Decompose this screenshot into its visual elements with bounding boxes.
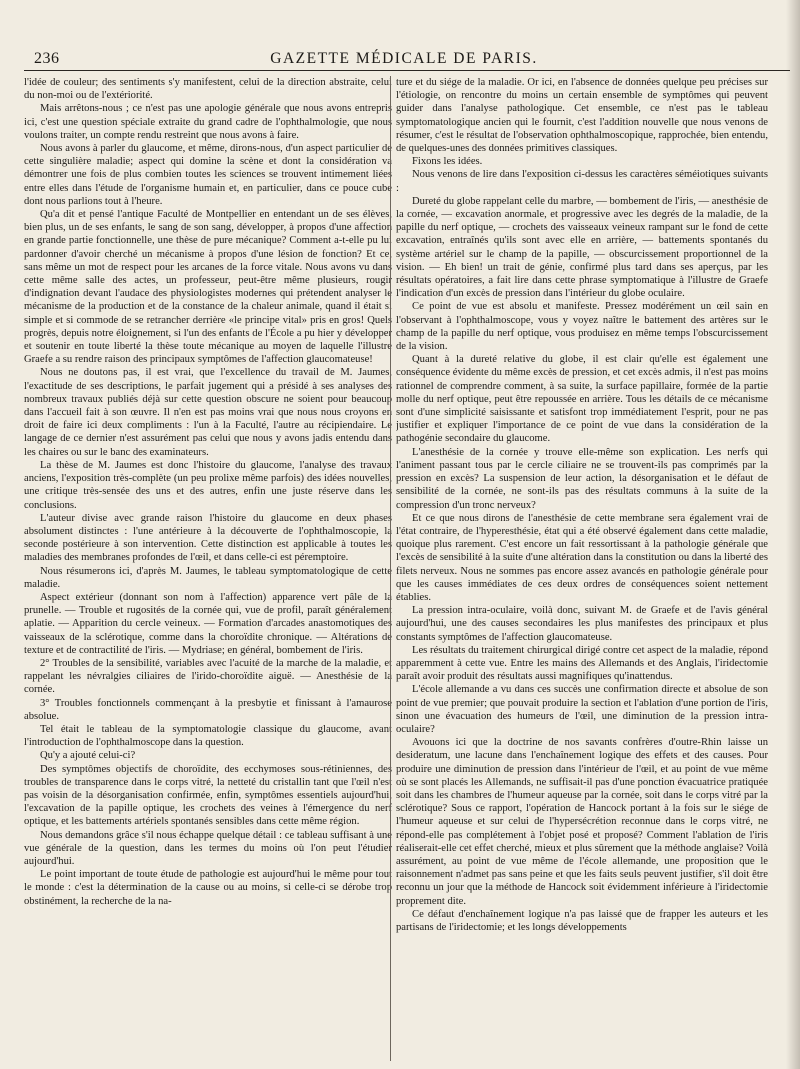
paragraph: ture et du siége de la maladie. Or ici, en l'absence de données quelque peu précises sur l'étiologie, on rencontre du moins un certain ensemble de symptômes qui peuvent guider dans l'analyse pathologique. Cet ensemble, ce n'est pas le tableau symptomatologique ancien qui le fournit, c'est l'addition nouvelle que nous venons de résumer, c'est le résultat de l'observation ophthalmoscopique, rapprochée, bien entendu, de quelques-unes des données primitives classiques. <box>396 77 768 155</box>
running-title: GAZETTE MÉDICALE DE PARIS. <box>270 50 538 67</box>
paragraph: Nous venons de lire dans l'exposition ci-dessus les caractères séméiotiques suivants : <box>396 169 768 194</box>
page-edge-shadow <box>786 0 800 1069</box>
paragraph: Qu'a dit et pensé l'antique Faculté de Montpellier en entendant un de ses élèves, bien plus, un de ses enfants, le sang de son sang, développer, à propos d'une affection en grande partie fonctionnelle, une thèse de pure mécanique? Comment a-t-elle pu lui pardonner d'avoir cherché un mécanisme à propos d'une lésion de fonction? Et ce, sans même un mot de respect pour les arcanes de la force vitale. Nous avons vu dans cette même salle des actes, un professeur, peut-être même plusieurs, rougir d'indignation devant l'audace des physiologistes modernes qui prétendent analyser le mécanisme de la production et de la constance de la chaleur animale, quand il était si simple et si commode de se retrancher derrière «le principe vital» pris en gros! Quels progrès, depuis notre éloignement, si l'un des enfants de l'École a pu hier y développer et soutenir en toute liberté la thèse toute mécanique au moyen de laquelle l'illustre Graefe a su rendre raison des principaux symptômes de l'affection glaucomateuse! <box>24 209 392 366</box>
paragraph: La pression intra-oculaire, voilà donc, suivant M. de Graefe et de l'avis général aujourd'hui, une des causes secondaires les plus manifestes des principaux et plus constants symptômes de l'affection glaucomateuse. <box>396 605 768 643</box>
right-column <box>396 76 768 1061</box>
paragraph: Ce point de vue est absolu et manifeste. Pressez modérément un œil sain en l'observant à l'ophthalmoscope, vous y voyez naître le battement des artères sur le champ de la papille du nerf optique, vous produisez en même temps l'obscurcissement de la vision. <box>396 301 768 353</box>
paragraph: Quant à la dureté relative du globe, il est clair qu'elle est également une conséquence évidente du même excès de pression, et cet excès admis, il n'est pas moins rationnel de comprendre comment, à sa suite, la surface papillaire, formée de la partie molle du nerf optique, peut être repoussée en arrière. Tous les détails de ce mécanisme sont d'une simplicité saisissante et satisfont trop immédiatement l'esprit, pour ne pas justifier et expliquer l'importance de ce point de vue dans la considération de la pathogénie secondaire du glaucome. <box>396 354 768 445</box>
paragraph: Des symptômes objectifs de choroïdite, des ecchymoses sous-rétiniennes, des troubles de transparence dans le corps vitré, la netteté du cristallin tant que l'œil n'est pas voisin de la désorganisation confirmée, enfin, symptômes essentiels aujourd'hui, l'excavation de la papille optique, les crochets des veines à l'émergence du nerf optique, et les battements artériels spontanés sensibles dans cette même région. <box>24 763 392 828</box>
paragraph: Les résultats du traitement chirurgical dirigé contre cet aspect de la maladie, répond apparemment à cette vue. Entre les mains des Allemands et des Anglais, l'iridectomie paraît avoir produit des résultats aussi magnifiques qu'inattendus. <box>396 644 768 683</box>
paragraph: L'auteur divise avec grande raison l'histoire du glaucome en deux phases absolument distinctes : l'une antérieure à la découverte de l'ophthalmoscopie, la seconde postérieure à son intervention. Cette distinction est applicable à toutes les maladies des membranes profondes de l'œil, et dans celle-ci est péremptoire. <box>24 512 392 564</box>
paragraph: Nous ne doutons pas, il est vrai, que l'excellence du travail de M. Jaumes, l'exactitude de ses descriptions, le parfait jugement qui a présidé à ses analyses des nombreux travaux publiés déjà sur cette question obscure ne soient pour beaucoup dans l'accueil fait à son œuvre. Il n'en est pas moins vrai que nous nous croyons en droit de faire ici deux compliments : l'un à la Faculté, l'autre au récipiendaire. Le langage de ce dernier n'est assurément pas celui que nous y avons jadis entendu dans les chaires ou sur le banc des examinateurs. <box>24 367 392 458</box>
paragraph: Qu'y a ajouté celui-ci? <box>40 750 136 762</box>
paragraph: Mais arrêtons-nous ; ce n'est pas une apologie générale que nous avons entrepris ici, c'est une question spéciale extraite du grand cadre de l'ophthalmologie, que nous voulons traiter, un compte rendu restreint que nous avons à faire. <box>24 103 392 141</box>
column-separator <box>390 76 391 1061</box>
paragraph: Tel était le tableau de la symptomatologie classique du glaucome, avant l'introduction de l'ophthalmoscope dans la question. <box>24 723 392 749</box>
paragraph: L'anesthésie de la cornée y trouve elle-même son explication. Les nerfs qui l'animent passant tous par le cercle ciliaire ne se trouvent-ils pas comprimés par la pression en excès? La suspension de leur action, la désorganisation et le défaut de sensibilité de la cornée, ne sont-ils pas des résultats communs à la suite de la compression d'un tronc nerveux? <box>396 446 768 511</box>
paragraph: Nous demandons grâce s'il nous échappe quelque détail : ce tableau suffisant à une vue générale de la question, dans les termes du moins où l'on peut l'étudier aujourd'hui. <box>24 829 392 867</box>
paragraph: Le point important de toute étude de pathologie est aujourd'hui le même pour tout le monde : c'est la détermination de la cause ou au moins, si celle-ci se dérobe trop obstinément, la recherche de la na- <box>24 869 392 907</box>
paragraph: Et ce que nous dirons de l'anesthésie de cette membrane sera également vrai de l'état contraire, de l'hyperesthésie, état qui a été observé également dans cette maladie, quoique plus rarement. C'est encore un fait ressortissant à la pathologie générale que l'excès de sensibilité à la suite d'une altération dans la constitution ou dans la liberté des filets nerveux. Nous ne sommes pas encore assez avancés en pathologie générale pour que les causes immédiates de ces deux ordres de conséquences soient nettement établies. <box>396 512 768 603</box>
paragraph: L'école allemande a vu dans ces succès une confirmation directe et absolue de son point de vue premier; que pouvait produire la section et l'ablation d'une portion de l'iris, sinon une évacuation des humeurs de l'œil, une diminution de la pression intra-oculaire? <box>396 684 768 735</box>
page-header <box>20 44 788 70</box>
paragraph: Fixons les idées. <box>412 156 483 168</box>
paragraph: Nous avons à parler du glaucome, et même, dirons-nous, d'un aspect particulier de cette singulière maladie; aspect qui domine la scène et dont la considération va démontrer une fois de plus combien toutes les sciences se trouvent intimement liées entre elles dans l'étude de l'organisme humain et, en particulier, dans ce pouce cube dont nous parlions tout à l'heure. <box>24 143 392 207</box>
paragraph: Dureté du globe rappelant celle du marbre, — bombement de l'iris, — anesthésie de la cornée, — excavation anormale, et progressive avec les degrés de la maladie, de la papille du nerf optique, — crochets des vaisseaux veineux rampant sur le fond de cette excavation, entraînés qu'ils sont avec elle en arrière, — battements spontanés du système artériel sur le champ de la papille, — obscurcissement proportionnel de la vision. — Eh bien! un trait de génie, confirmé plus tard dans ses aperçus, par les résultats opératoires, a fait lire dans cette phrase symptomatique à l'illustre de Graefe l'indication d'un excès de pression dans l'intérieur du globe oculaire. <box>396 195 768 300</box>
header-rule <box>24 70 790 71</box>
paragraph: 3° Troubles fonctionnels commençant à la presbytie et finissant à l'amaurose absolue. <box>24 697 392 722</box>
paragraph: Ce défaut d'enchaînement logique n'a pas laissé que de frapper les auteurs et les partisans de l'iridectomie; et les longs développements <box>396 908 768 933</box>
left-column <box>24 76 392 1061</box>
page-number: 236 <box>34 50 60 67</box>
paragraph: 2° Troubles de la sensibilité, variables avec l'acuité de la marche de la maladie, et rappelant les névralgies ciliaires de l'irido-choroïdite aiguë. — Anesthésie de la cornée. <box>24 657 392 696</box>
paragraph: Aspect extérieur (donnant son nom à l'affection) apparence vert pâle de la prunelle. — Trouble et rugosités de la cornée qui, vue de profil, paraît généralement aplatie. — Apparition du cercle veineux. — Formation d'arcades anastomotiques des vaisseaux de la sclérotique, comme dans la choroïdite chronique. — Altérations de texture et de contractilité de l'iris. — Mydriase; en général, bombement de l'iris. <box>24 591 392 656</box>
paragraph: La thèse de M. Jaumes est donc l'histoire du glaucome, l'analyse des travaux anciens, l'exposition très-complète (un peu prolixe même parfois) des idées nouvelles, une critique très-sensée des uns et des autres, enfin une juste réserve dans les conclusions. <box>24 459 392 511</box>
paragraph: Avouons ici que la doctrine de nos savants confrères d'outre-Rhin laisse un desideratum, une lacune dans l'enchaînement logique des effets et des causes. Pour produire une diminution de pression dans l'intérieur de l'œil, et au point de vue même où se sont placés les Allemands, ne suffisait-il pas d'une ponction évacuatrice pratiquée soit dans les chambres de l'humeur aqueuse par la cornée, soit dans le corps vitré par la sclérotique? Sous ce rapport, l'opération de Hancock portant à la fois sur le siége de l'humeur aqueuse et sur celui de l'hypersécrétion reconnue dans le corps vitré, ne répond-elle pas complétement à l'objet posé et proposé? Comment l'ablation de l'iris réaliserait-elle cet effet cherché, mieux et plus sûrement que la méthode anglaise? Voilà assurément, au point de vue même de l'école allemande, une proposition que le raisonnement n'admet pas sans peine et que les faits seuls peuvent justifier, s'il doit être reconnu un jour que la méthode de Hancock soit évidemment inférieure à l'iridectomie proprement dite. <box>396 737 768 907</box>
paragraph: Nous résumerons ici, d'après M. Jaumes, le tableau symptomatologique de cette maladie. <box>24 565 392 590</box>
paragraph: l'idée de couleur; des sentiments s'y manifestent, celui de la direction abstraite, celui du non-moi ou de l'extériorité. <box>24 77 392 102</box>
